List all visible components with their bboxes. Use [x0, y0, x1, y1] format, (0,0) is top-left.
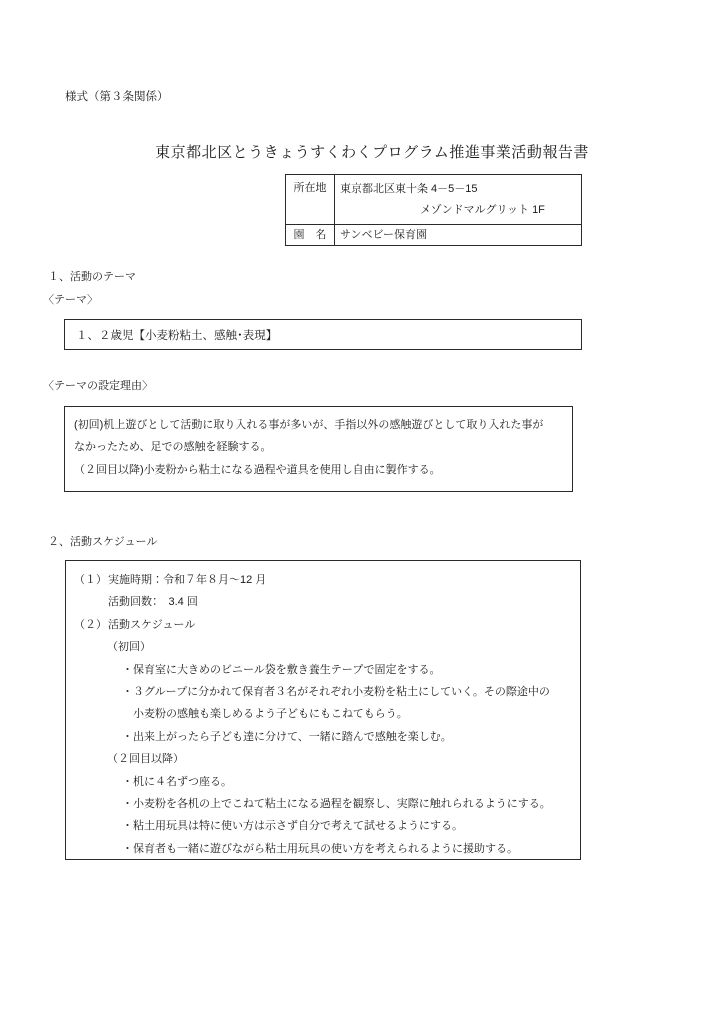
facility-info-table: [285, 174, 582, 246]
schedule-item-number: （２）: [74, 618, 107, 631]
location-value: [335, 175, 582, 225]
section2-heading: ２、活動スケジュール: [48, 536, 158, 548]
schedule-line: ・粘土用玩具は特に使い方は示さず自分で考えて試せるようにする。: [122, 820, 463, 833]
schedule-line: ・机に４名ずつ座る。: [122, 775, 232, 788]
schedule-line: 活動回数： 3.4 回: [108, 596, 198, 609]
table-row-facility-name: [286, 225, 582, 246]
facility-name-value: サンベビー保育園: [335, 225, 582, 246]
schedule-line: [66, 569, 580, 591]
schedule-line: ・３グループに分かれて保育者３名がそれぞれ小麦粉を粘土にしていく。その際途中の: [122, 686, 550, 699]
schedule-line: 小麦粉の感触も楽しめるよう子どもにもこねてもらう。: [133, 708, 408, 721]
location-address-line1: 東京都北区東十条 4－5－15: [340, 183, 478, 195]
schedule-line: [66, 614, 580, 636]
schedule-line: （２回目以降）: [107, 753, 184, 766]
activity-schedule-box: [65, 560, 581, 860]
schedule-line: ・保育者も一緒に遊びながら粘土用玩具の使い方を考えられるように援助する。: [122, 842, 518, 855]
facility-name-label: 園 名: [286, 225, 335, 246]
document-title: 東京都北区とうきょうすくわくプログラム推進事業活動報告書: [155, 144, 589, 161]
section1-heading: １、活動のテーマ: [48, 271, 136, 283]
theme-reason-box: [64, 406, 573, 492]
theme-box: [64, 319, 582, 350]
form-reference-label: 様式（第３条関係）: [65, 91, 169, 103]
schedule-line-text: 活動スケジュール: [108, 618, 196, 631]
theme-label: 〈テーマ〉: [43, 294, 98, 306]
schedule-line: ・出来上がったら子ども達に分けて、一緒に踏んで感触を楽しむ。: [122, 730, 452, 743]
schedule-line-text: 実施時期：令和７年８月～12 月: [108, 574, 267, 586]
location-label: 所在地: [286, 175, 335, 225]
schedule-line: ・保育室に大きめのビニール袋を敷き養生テープで固定をする。: [122, 663, 441, 676]
location-address-line2: メゾンドマルグリット 1F: [420, 204, 545, 216]
theme-value: １、２歳児【小麦粉粘土、感触･表現】: [76, 329, 278, 342]
reason-line: なかったため、足での感触を経験する。: [74, 441, 272, 454]
reason-line: （２回目以降)小麦粉から粘土になる過程や道具を使用し自由に製作する。: [74, 463, 441, 476]
schedule-line: ・小麦粉を各机の上でこねて粘土になる過程を観察し、実際に触れられるようにする。: [122, 798, 551, 811]
theme-reason-label: 〈テーマの設定理由〉: [43, 380, 153, 392]
schedule-line: （初回）: [107, 641, 151, 654]
reason-line: (初回)机上遊びとして活動に取り入れる事が多いが、手指以外の感触遊びとして取り入れた事が: [74, 419, 544, 431]
schedule-item-number: （１）: [74, 574, 107, 586]
table-row-location: [286, 175, 582, 225]
